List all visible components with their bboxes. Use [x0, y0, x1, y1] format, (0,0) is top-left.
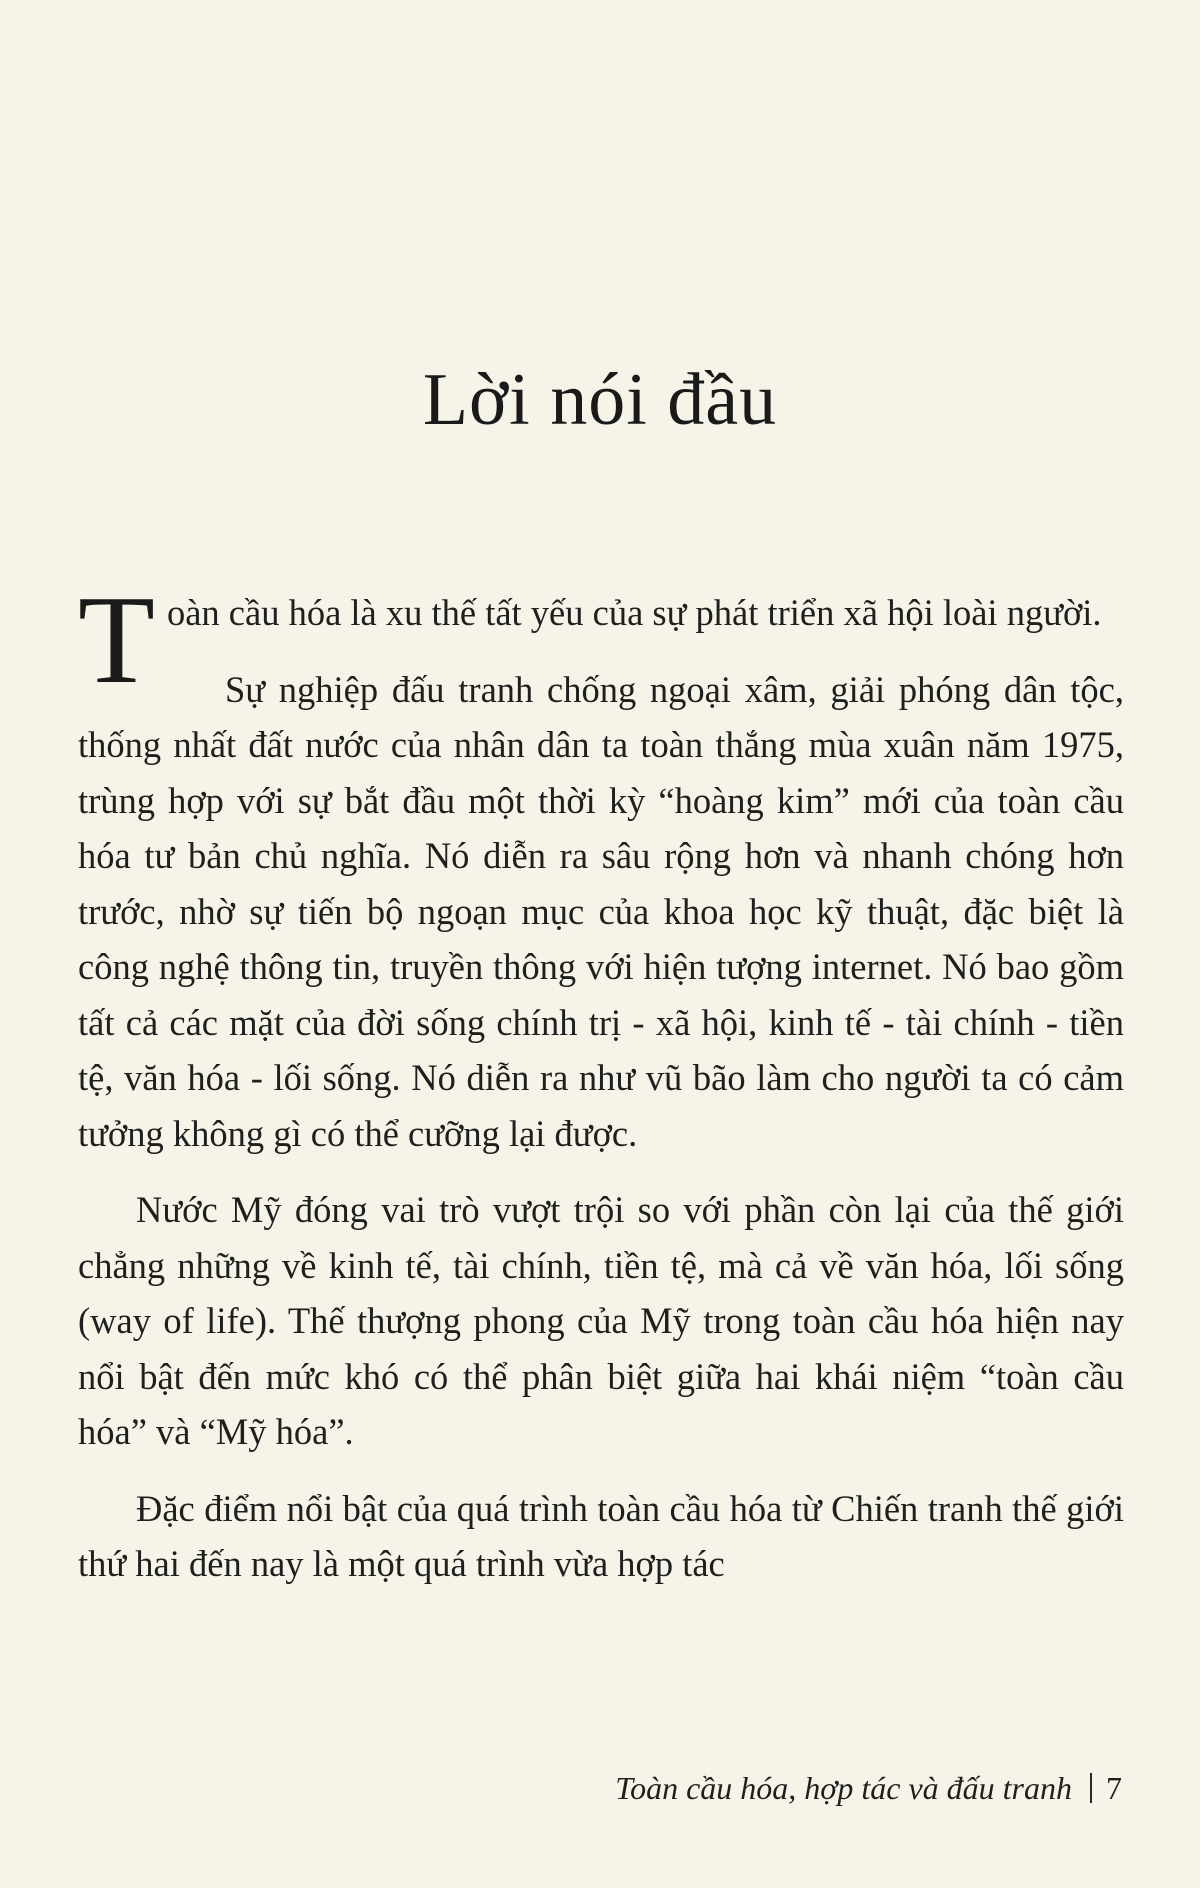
page-title: Lời nói đầu — [422, 359, 778, 441]
page-body — [78, 571, 1124, 1613]
footer-divider — [1090, 1773, 1092, 1803]
paragraph-3: Nước Mỹ đóng vai trò vượt trội so với phần còn lại của thế giới chẳng những về kinh tế, tài chính, tiền tệ, mà cả về văn hóa, lối sống (way of life). Thế thượng phong của Mỹ trong toàn cầu hóa hiện nay nổi bật đến mức khó có thể phân biệt giữa hai khái niệm “toàn cầu hóa” và “Mỹ hóa”. — [78, 1189, 1124, 1452]
bleed-through-text — [78, 118, 1124, 173]
page-footer — [615, 1768, 1122, 1808]
paragraph-2: Sự nghiệp đấu tranh chống ngoại xâm, giải phóng dân tộc, thống nhất đất nước của nhân dân ta toàn thắng mùa xuân năm 1975, trùng hợp với sự bắt đầu một thời kỳ “hoàng kim” mới của toàn cầu hóa tư bản chủ nghĩa. Nó diễn ra sâu rộng hơn và nhanh chóng hơn trước, nhờ sự tiến bộ ngoạn mục của khoa học kỹ thuật, đặc biệt là công nghệ thông tin, truyền thông với hiện tượng internet. Nó bao gồm tất cả các mặt của đời sống chính trị - xã hội, kinh tế - tài chính - tiền tệ, văn hóa - lối sống. Nó diễn ra như vũ bão làm cho người ta có cảm tưởng không gì có thể cưỡng lại được. — [78, 668, 1124, 1154]
drop-cap: T — [78, 571, 155, 710]
paragraph-4: Đặc điểm nổi bật của quá trình toàn cầu hóa từ Chiến tranh thế giới thứ hai đến nay là một quá trình vừa hợp tác — [78, 1487, 1124, 1584]
paragraph-1-text: oàn cầu hóa là xu thế tất yếu của sự phát triển xã hội loài người. — [166, 592, 1102, 633]
paragraph-1 — [78, 571, 1124, 710]
running-title: Toàn cầu hóa, hợp tác và đấu tranh — [615, 1770, 1072, 1806]
page-number: 7 — [1106, 1770, 1122, 1806]
